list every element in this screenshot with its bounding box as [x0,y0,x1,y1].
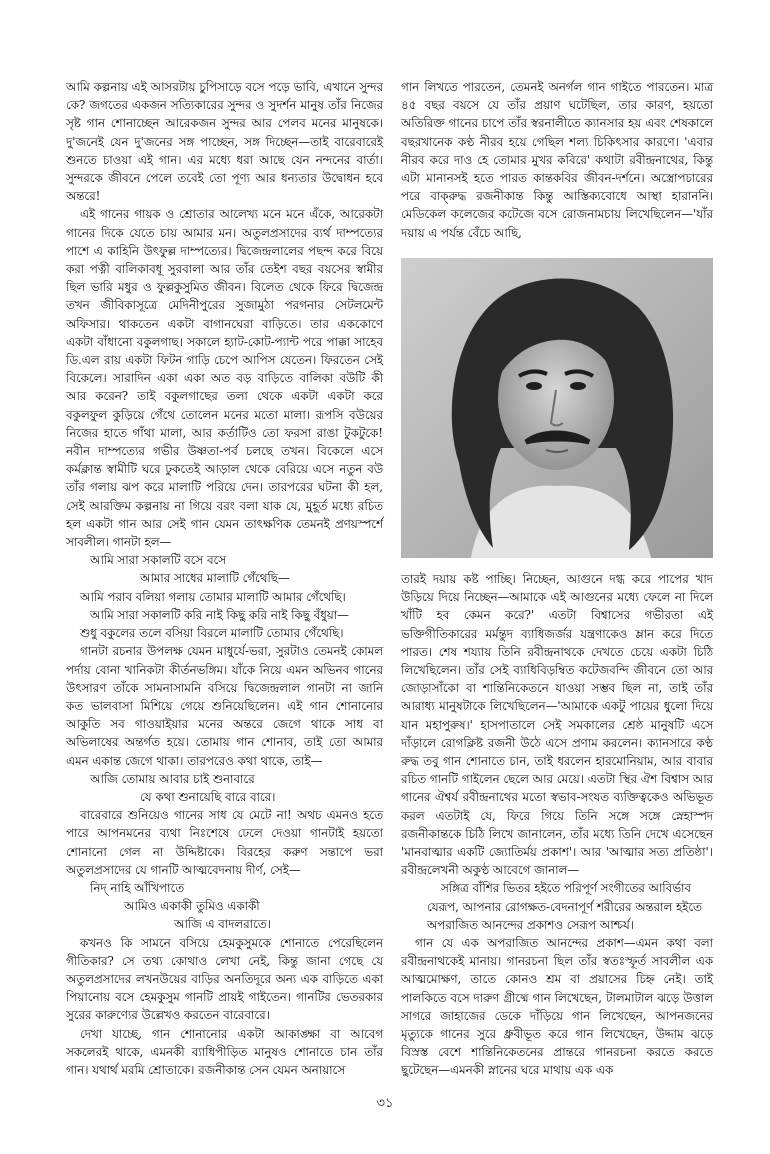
left-text-column [66,78,383,1077]
verse-line: শুধু বকুলের তলে বসিয়া বিরলে মালাটি তোমার গেঁথেছি। [80,626,344,641]
paragraph: আমি কল্পনায় এই আসরটায় চুপিসাড়ে বসে পড়ে ভাবি, এখানে সুন্দর কে? জগতের একজন সত্যিকারের সুন্দর ও সুদর্শন মানুষ তাঁর নিজের সৃষ্ট গান শোনাচ্ছেন আরেকজন সুন্দর আর পেলব মনের মানুষকে। দু'জনেই যেন দু'জনের সঙ্গ পাচ্ছেন, সঙ্গ দিচ্ছেন—তাই বারেবারেই শুনতে চাওয়া এই গান। এর মধ্যে ধরা আছে যেন নন্দনের বার্তা। সুন্দরকে জীবনে পেলে তবেই তো পূণ্য আর ধন্যতার উদ্বোধন হবে অন্তরে! [66,80,383,204]
verse-line: আমিও একাকী তুমিও একাকী [124,899,260,914]
portrait-icon [401,258,713,558]
verse-line: আমি পরাব বলিয়া গলায় তোমার মালাটি আমার গেঁথেছি। [80,589,346,604]
portrait-photo [401,258,713,558]
verse-line: আমি সারা সকালটি বসে বসে [90,553,227,568]
paragraph: দেখা যাচ্ছে, গান শোনানোর একটা আকাঙ্ক্ষা বা আবেগ সকলেরই থাকে, এমনকী ব্যাধিপীড়িত মানুষও শোনাতে চান তাঁর গান। যথার্থ মরমি শ্রোতাকে। রজনীকান্ত সেন যেমন অনায়াসে [66,1026,383,1077]
verse-line: যে কথা শুনায়েছি বারে বারে। [140,789,276,804]
block-quote: সঙ্গিত্র বাঁশির ভিতর হইতে পরিপূর্ণ সংগীতের আবির্ভাব যেরূপ, আপনার রোগক্ষত-বেদনাপূর্ণ শরীরের অন্তরাল হইতে অপরাজিত আনন্দের প্রকাশও সেরূপ আশ্চর্য। [427,881,702,932]
paragraph: তারই দয়ায় কষ্ট পাচ্ছি। নিচ্ছেন, আগুনে দগ্ধ করে পাপের খাদ উড়িয়ে দিয়ে নিচ্ছেন—আমাকে এই আগুনের মধ্যে ফেলে না দিলে খাঁটি হব কেমন করে?' এতটা বিশ্বাসের গভীরতা এই ভক্তিগীতিকারের মর্মন্তুদ ব্যাধিজর্জর যন্ত্রণাকেও ম্লান করে দিতে পারত। শেষ শয্যায় তিনি রবীন্দ্রনাথকে দেখতে চেয়ে একটা চিঠি লিখেছিলেন। তাঁর সেই ব্যাধিবিড়ম্বিত কটেজবন্দি জীবনে তো আর জোড়াসাঁকো বা শান্তিনিকেতনে যাওয়া সম্ভব ছিল না, তাই তাঁর আরাধ্য মানুষটাকে লিখেছিলেন—'আমাকে একটু পায়ের ধুলো দিয়ে যান মহাপুরুষ।' হাসপাতালে সেই সমকালের শ্রেষ্ঠ মানুষটি এসে দাঁড়ালে রোগক্লিষ্ট রজনী উঠে এসে প্রণাম করলেন। ক্যানসারে কণ্ঠ রুদ্ধ তবু গান শোনাতে চান, তাই ধরলেন হারমোনিয়াম, আর বাবার রচিত গানটি গাইলেন ছেলে আর মেয়ে। এতটা স্থির ঐশ বিশ্বাস আর গানের ঐশ্বর্য রবীন্দ্রনাথের মতো স্বভাব-সংযত ব্যক্তিত্বকেও অভিভূত করল এতটাই যে, ফিরে গিয়ে তিনি সঙ্গে সঙ্গে স্নেহাস্পদ রজনীকান্তকে চিঠি লিখে জানালেন, তাঁর মধ্যে তিনি দেখে এসেছেন 'মানবাত্মার একটি জ্যোতির্ময় প্রকাশ'। আর 'আত্মার সত্য প্রতিষ্ঠা'। রবীন্দ্রলেখনী অকুণ্ঠ আবেগে জানাল— [401,572,713,878]
verse-block [66,551,383,642]
paragraph: গান লিখতে পারতেন, তেমনই অনর্গল গান গাইতে পারতেন। মাত্র ৪৫ বছর বয়সে যে তাঁর প্রয়াণ ঘটেছিল, তার কারণ, হয়তো অতিরিক্ত গানের চাপে তাঁর স্বরনালীতে ক্যানসার হয় এবং শেষকালে বছরখানেক কণ্ঠ নীরব হয়ে গেছিল শল্য চিকিৎসার কারণে। 'এবার নীরব করে দাও হে তোমার মুখর কবিরে' কথাটা রবীন্দ্রনাথের, কিন্তু এটা মানানসই হতে পারত কান্তকবির জীবন-দর্শনে। অস্ত্রোপচারের পরে বাক্‌রুদ্ধ রজনীকান্ত কিন্তু আস্তিক্যবোধে আস্থা হারাননি। মেডিকেল কলেজের কটেজে বসে রোজনামচায় লিখেছিলেন—'যাঁর দয়ায় এ পর্যন্ত বেঁচে আছি, [401,80,713,240]
verse-line: আমি সারা সকালটি করি নাই কিছু করি নাই কিছু বঁধুয়া— [90,607,349,622]
page-number: ৩১ [376,1096,394,1111]
paragraph: বারেবারে শুনিয়েও গানের সাধ যে মেটে না! অথচ এমনও হতে পারে আপনমনের ব্যথা নিঃশেষে ঢেলে দেওয়া গানটাই হয়তো শোনানো গেল না উদ্দিষ্টাকে। বিরহের করুণ সন্তাপে ভরা অতুলপ্রসাদের যে গানটি আত্মবেদনায় দীর্ণ, সেই— [66,808,383,877]
paragraph: কখনও কি সামনে বসিয়ে হেমকুসুমকে শোনাতে পেরেছিলেন গীতিকার? সে তথ্য কোথাও লেখা নেই, কিন্তু জানা গেছে যে অতুলপ্রসাদের লখনউয়ের বাড়ির অনতিদূরে অন্য এক বাড়িতে একা পিয়ানোয় বসে হেমকুসুম গানটি প্রায়ই গাইতেন। গানটির ভেতরকার সুরের কারুণ্যের উল্লেখও করতেন বারেবারে। [66,935,383,1023]
paragraph: গানটা রচনার উপলক্ষ যেমন মাধুর্যে-ভরা, সুরটাও তেমনই কোমল পর্দায় বোনা খানিকটা কীর্তনভঙ্গিম। যাঁকে নিয়ে এমন অভিনব গানের উৎসারণ তাঁকে সামনাসামনি বসিয়ে দ্বিজেন্দ্রলাল গানটা না জানি কত ভালবাসা মিশিয়ে গেয়ে শুনিয়েছিলেন। এই গান শোনানোর আকুতি সব গাওয়াইয়ার মনের অন্তরে জেগে থাকে সাধ বা অভিলাষের অন্তর্গত হয়ে। তোমায় গান শোনাব, তাই তো আমার এমন একান্ত জেগে থাকা। তারপরেও কথা থাকে, তাই— [66,644,383,768]
verse-line: আজি এ বাদলরাতে। [174,917,271,932]
verse-block [66,770,383,806]
paragraph: গান যে এক অপরাজিত আনন্দের প্রকাশ—এমন কথা বলা রবীন্দ্রনাথকেই মানায়। গানরচনা ছিল তাঁর স্বতঃস্ফূর্ত সাবলীল এক আত্মমোক্ষণ, তাতে কোনও শ্রম বা প্রয়াসের চিহ্ন নেই। তাই পালকিতে বসে দারুণ গ্রীষ্মে গান লিখেছেন, টালমাটাল ঝড়ে উত্তাল সাগরে জাহাজের ডেকে দাঁড়িয়ে গান লিখেছেন, আপনজনের মৃত্যুকে গানের সুরে ধ্রুবীভূত করে গান লিখেছেন, উদ্দাম ঝড়ে বিস্রস্ত বেশে শান্তিনিকেতনের প্রান্তরে গানরচনা করতে করতে ছুটেছেন—এমনকী স্নানের ঘরে মাথায় এক এক [401,936,713,1078]
right-text-column-bottom [401,570,713,1078]
verse-line: নিদ্ নাহি আঁখিপাতে [90,880,185,895]
paragraph: এই গানের গায়ক ও শ্রোতার আলেখ্য মনে মনে এঁকে, আরেকটা গানের দিকে যেতে চায় আমার মন। অতুলপ্রসাদের ব্যর্থ দাম্পত্যের পাশে এ কাহিনি উৎফুল্ল দাম্পত্যের। দ্বিজেন্দ্রলালের পছন্দ করে বিয়ে করা পত্নী বালিকাবধূ সুরবালা আর তাঁর তেইশ বছর বয়সের স্বামীর ছিল ভারি মধুর ও ফুল্লকুসুমিত জীবন। বিলেত থেকে ফিরে দ্বিজেন্দ্র তখন জীবিকাসূত্রে মেদিনীপুরের সুজামুঠা পরগনার সেটলমেন্ট অফিসার। থাকতেন একটা বাগানঘেরা বাড়িতে। তার এককোণে একটা বাঁধানো বকুলগাছ। সকালে হ্যাট-কোট-প্যান্ট পরে পাক্কা সাহেব ডি.এল রায় একটা ফিটন গাড়ি চেপে আপিস যেতেন। ফিরতেন সেই বিকেলে। সারাদিন একা একা অত বড় বাড়িতে বালিকা বউটি কী আর করেন? তাই বকুলগাছের তলা থেকে একটা একটা করে বকুলফুল কুড়িয়ে গেঁথে তোলেন মনের মতো মালা। রূপসি বউয়ের নিজের হাতে গাঁথা মালা, আর কর্তাটিও তো ফরসা রাঙা টুকটুকে! নবীন দাম্পত্যের গভীর উষ্ণতা-পর্ব চলছে তখন। বিকেলে এসে কর্মক্লান্ত স্বামীটি ঘরে ঢুকতেই আড়াল থেকে বেরিয়ে এসে নতুন বউ তাঁর গলায় ঝপ করে মালাটি পরিয়ে দেন। তারপরের ঘটনা কী হল, সেই আরক্তিম কল্পনায় না গিয়ে বরং বলা যাক যে, মুহূর্ত মধ্যে রচিত হল একটা গান আর সেই গান যেমন তাৎক্ষণিক তেমনই প্রণয়স্পর্শে সাবলীল। গানটা হল— [66,207,383,550]
verse-line: আজি তোমায় আবার চাই শুনাবারে [90,771,255,786]
verse-line: আমার সাধের মালাটি গেঁথেছি— [140,571,290,586]
verse-block [66,879,383,934]
right-text-column-top [401,78,713,264]
